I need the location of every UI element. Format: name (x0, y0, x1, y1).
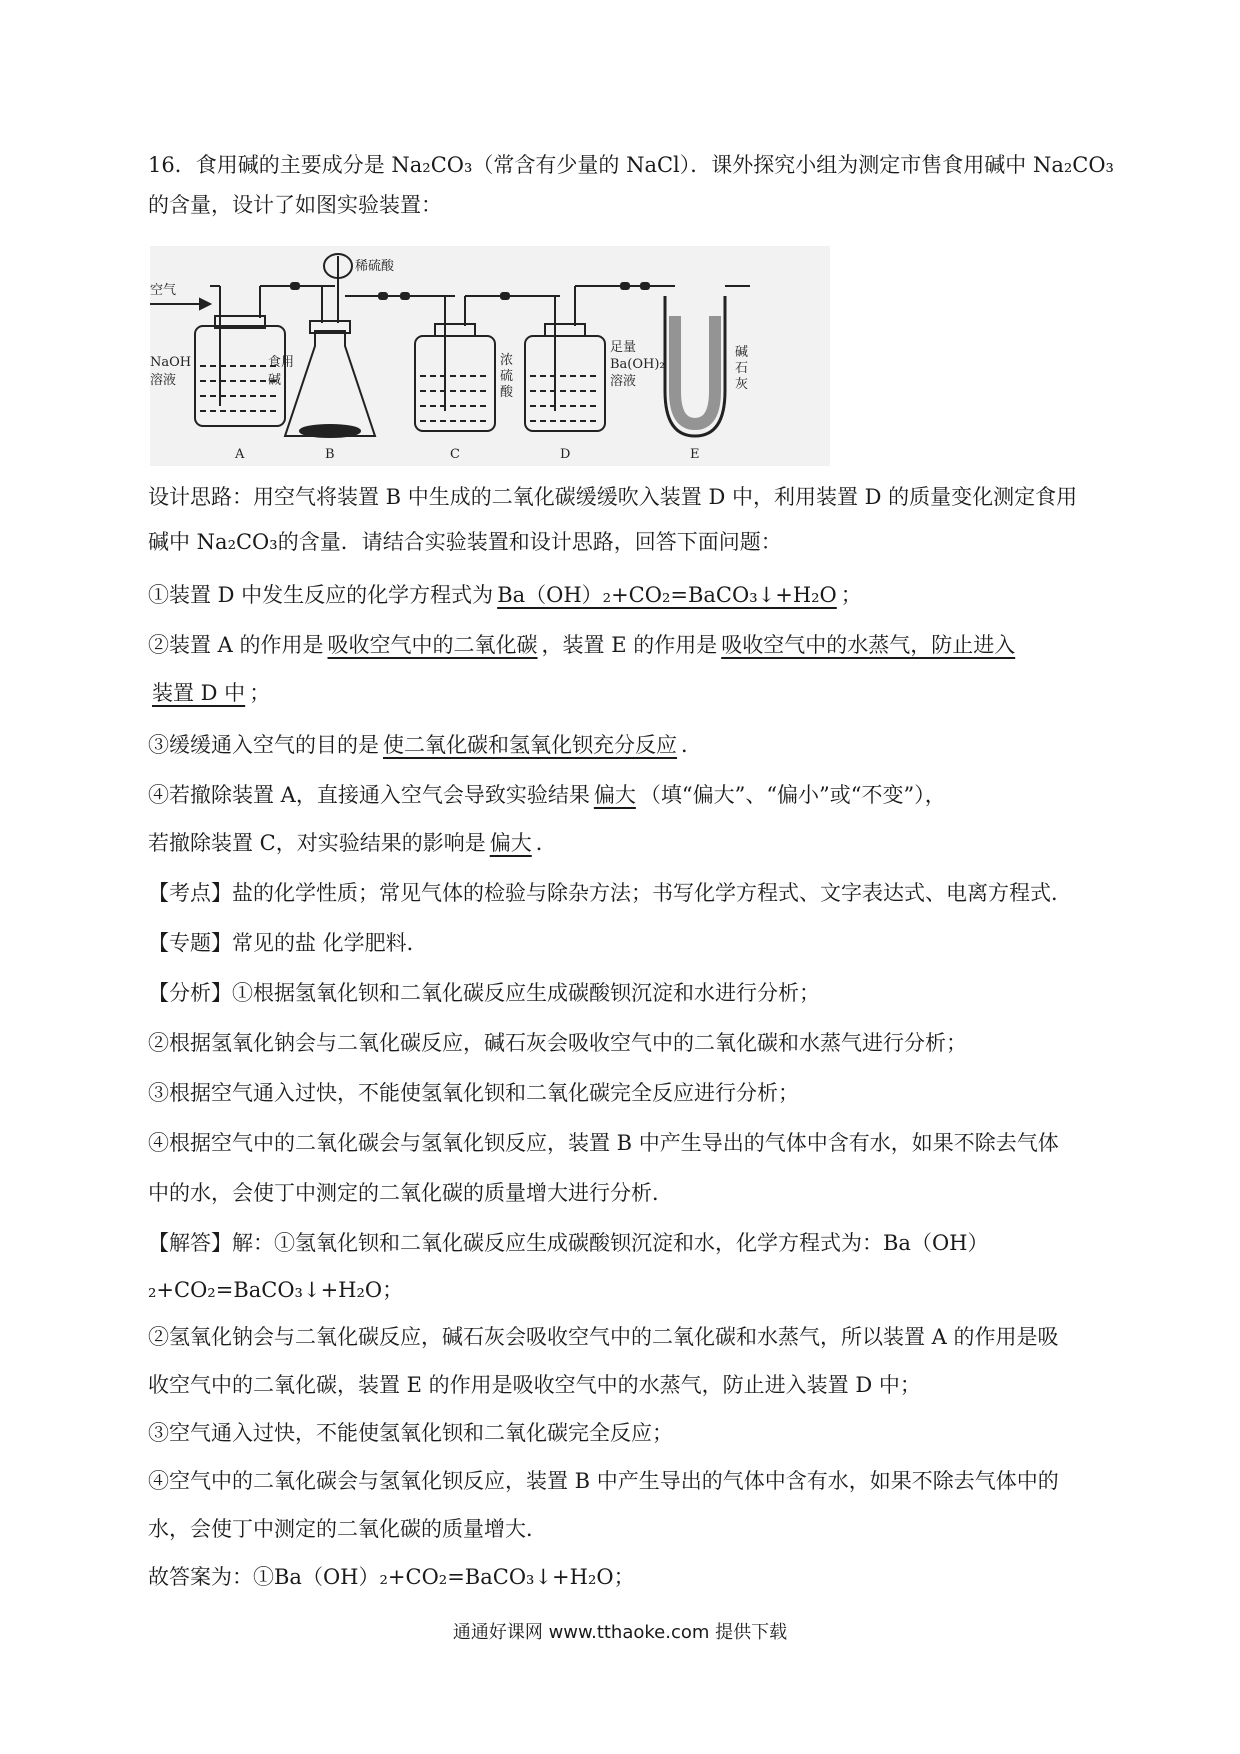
e-solid-label-2: 石 (735, 361, 749, 376)
b-solid-label-1: 食用 (268, 355, 295, 370)
question-line-2: 的含量，设计了如图实验装置： (148, 193, 442, 217)
q2-prefix: ②装置 A 的作用是 (148, 633, 324, 657)
question-4-cont (148, 828, 557, 858)
fenxi-line-5: 中的水，会使丁中测定的二氧化碳的质量增大进行分析． (148, 1181, 673, 1205)
jieda-line-5: ③空气通入过快，不能使氢氧化钡和二氧化碳完全反应； (148, 1421, 673, 1445)
q2-answer-2b: 装置 D 中 (152, 681, 246, 705)
e-solid-label-3: 灰 (735, 377, 749, 392)
q2-answer-2a: 吸收空气中的水蒸气，防止进入 (721, 633, 1016, 657)
kaodian: 【考点】盐的化学性质；常见气体的检验与除杂方法；书写化学方程式、文字表达式、电离方程式． (148, 881, 1072, 905)
design-line-2: 碱中 Na₂CO₃的含量．请结合实验装置和设计思路，回答下面问题： (148, 530, 782, 554)
q4-answer-2: 偏大 (489, 831, 532, 855)
jieda-line-2: ₂+CO₂=BaCO₃↓+H₂O； (148, 1278, 404, 1302)
q4-middle: （填“偏大”、“偏小”或“不变”）， (639, 783, 946, 807)
jieda-line-8: 故答案为：①Ba（OH）₂+CO₂=BaCO₃↓+H₂O； (148, 1565, 635, 1589)
fenxi-line-1: 【分析】①根据氢氧化钡和二氧化碳反应生成碳酸钡沉淀和水进行分析； (148, 981, 820, 1005)
page-footer: 通通好课网 www.tthaoke.com 提供下载 (452, 1622, 788, 1643)
q1-suffix: ； (840, 583, 862, 607)
q1-answer: Ba（OH）₂+CO₂=BaCO₃↓+H₂O (497, 583, 837, 607)
e-solid-label-1: 碱 (735, 345, 749, 360)
question-4 (148, 780, 946, 810)
jieda-line-4: 收空气中的二氧化碳，装置 E 的作用是吸收空气中的水蒸气，防止进入装置 D 中； (148, 1373, 921, 1397)
question-1 (148, 580, 862, 610)
fenxi-line-3: ③根据空气通入过快，不能使氢氧化钡和二氧化碳完全反应进行分析； (148, 1081, 799, 1105)
label-a: A (235, 447, 245, 462)
q2-suffix: ； (249, 681, 271, 705)
q4-answer-1: 偏大 (593, 783, 636, 807)
q3-suffix: ． (681, 733, 702, 757)
q2-answer-1: 吸收空气中的二氧化碳 (327, 633, 538, 657)
d-liquid-label-3: 溶液 (610, 374, 637, 389)
fenxi-line-4: ④根据空气中的二氧化碳会与氢氧化钡反应，装置 B 中产生导出的气体中含有水，如果不除去气体 (148, 1131, 1059, 1155)
question-line-1: 16．食用碱的主要成分是 Na₂CO₃（常含有少量的 NaCl）．课外探究小组为测定市售食用碱中 Na₂CO₃ (148, 153, 1114, 177)
label-e: E (690, 447, 700, 462)
q2-middle: ，装置 E 的作用是 (541, 633, 718, 657)
d-liquid-label-2: Ba(OH)₂ (610, 357, 665, 372)
question-2-cont (148, 678, 270, 708)
c-liquid-label-1: 浓 (500, 353, 514, 368)
jieda-line-6: ④空气中的二氧化碳会与氢氧化钡反应，装置 B 中产生导出的气体中含有水，如果不除去气体中的 (148, 1469, 1059, 1493)
zhuanti: 【专题】常见的盐 化学肥料． (148, 931, 428, 955)
label-b: B (325, 447, 335, 462)
q3-answer: 使二氧化碳和氢氧化钡充分反应 (383, 733, 677, 757)
d-liquid-label-1: 足量 (610, 340, 637, 355)
fenxi-line-2: ②根据氢氧化钠会与二氧化碳反应，碱石灰会吸收空气中的二氧化碳和水蒸气进行分析； (148, 1031, 967, 1055)
design-line-1: 设计思路：用空气将装置 B 中生成的二氧化碳缓缓吹入装置 D 中，利用装置 D 的质量变化测定食用 (148, 485, 1078, 509)
question-3 (148, 730, 702, 760)
c-liquid-label-2: 硫 (500, 369, 514, 384)
jieda-line-7: 水，会使丁中测定的二氧化碳的质量增大． (148, 1517, 547, 1541)
label-c: C (450, 447, 460, 462)
q3-prefix: ③缓缓通入空气的目的是 (148, 733, 379, 757)
q4-suffix: ． (535, 831, 557, 855)
a-liquid-label-2: 溶液 (150, 373, 177, 388)
q1-prefix: ①装置 D 中发生反应的化学方程式为 (148, 583, 494, 607)
apparatus-figure (150, 246, 830, 466)
air-label: 空气 (150, 283, 177, 298)
label-d: D (560, 447, 571, 462)
b-solid-label-2: 碱 (268, 373, 282, 388)
q4-prefix: ④若撤除装置 A，直接通入空气会导致实验结果 (148, 783, 590, 807)
jieda-line-1: 【解答】解：①氢氧化钡和二氧化碳反应生成碳酸钡沉淀和水，化学方程式为：Ba（OH） (148, 1231, 989, 1255)
question-2 (148, 630, 1019, 660)
a-liquid-label-1: NaOH (150, 355, 192, 370)
acid-label: 稀硫酸 (355, 259, 395, 274)
c-liquid-label-3: 酸 (500, 385, 514, 400)
jieda-line-3: ②氢氧化钠会与二氧化碳反应，碱石灰会吸收空气中的二氧化碳和水蒸气，所以装置 A 的作用是吸 (148, 1325, 1059, 1349)
q4-prefix-2: 若撤除装置 C，对实验结果的影响是 (148, 831, 486, 855)
